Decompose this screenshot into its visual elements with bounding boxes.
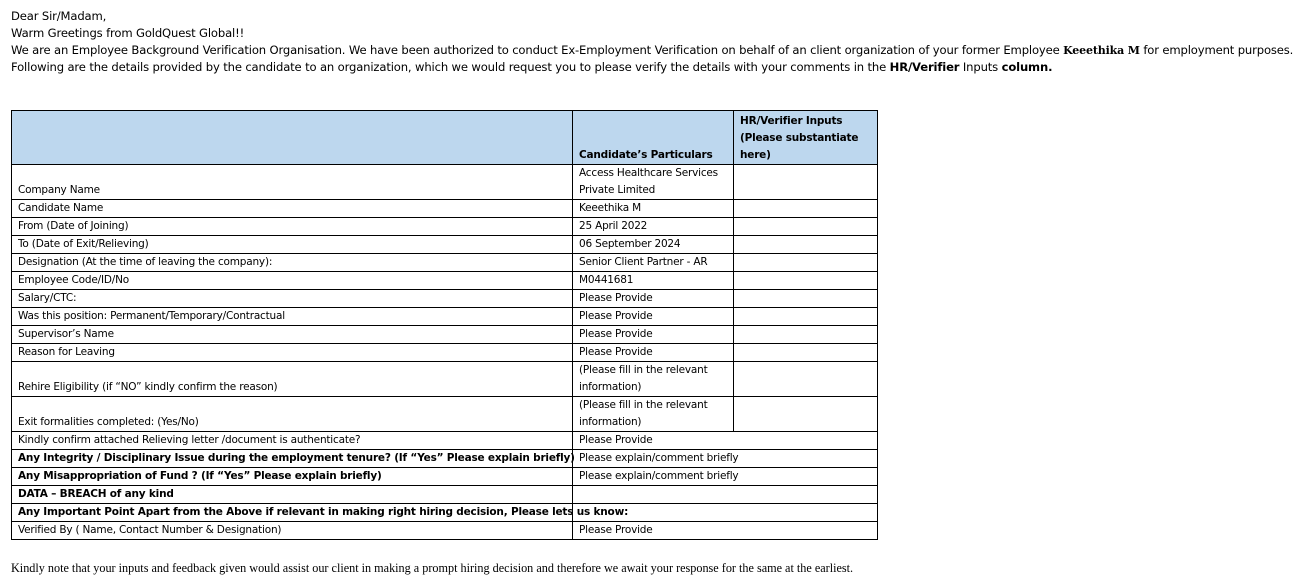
intro-paragraph [11, 42, 1293, 59]
row-label: Company Name [12, 165, 573, 200]
row-candidate-value: Keeethika M [573, 200, 734, 218]
row-candidate-value: Please Provide [573, 344, 734, 362]
row-hr-verifier-input[interactable] [734, 200, 878, 218]
row-candidate-value: Please explain/comment briefly [573, 450, 878, 468]
intro-text-pre: We are an Employee Background Verification Organisation. We have been authorized to conduct Ex-Employment Verification on behalf of an client organization of your former Employee [11, 43, 1064, 57]
row-label: Rehire Eligibility (if “NO” kindly confirm the reason) [12, 362, 573, 397]
row-label: Any Misappropriation of Fund ? (If “Yes” Please explain briefly) [12, 468, 573, 486]
header-candidate-particulars: Candidate’s Particulars [573, 111, 734, 165]
employee-name: Keeethika M [1063, 44, 1140, 57]
row-candidate-value: Please explain/comment briefly [573, 468, 878, 486]
table-row [12, 450, 878, 468]
intro-text-post: for employment purposes. [1139, 43, 1293, 57]
table-row [12, 486, 878, 504]
header-label-cell [12, 111, 573, 165]
table-row [12, 272, 878, 290]
row-label: Was this position: Permanent/Temporary/Contractual [12, 308, 573, 326]
table-row [12, 254, 878, 272]
row-hr-verifier-input[interactable] [734, 254, 878, 272]
row-label: Reason for Leaving [12, 344, 573, 362]
row-label: Verified By ( Name, Contact Number & Designation) [12, 522, 573, 540]
row-candidate-value: 06 September 2024 [573, 236, 734, 254]
instruction-column: column. [1001, 60, 1053, 74]
row-hr-verifier-input[interactable] [734, 165, 878, 200]
table-row [12, 326, 878, 344]
table-row [12, 200, 878, 218]
row-label: To (Date of Exit/Relieving) [12, 236, 573, 254]
row-label: From (Date of Joining) [12, 218, 573, 236]
row-candidate-value [573, 486, 878, 504]
instruction-paragraph [11, 59, 1256, 76]
row-candidate-value: 25 April 2022 [573, 218, 734, 236]
row-candidate-value: Please Provide [573, 326, 734, 344]
row-hr-verifier-input[interactable] [734, 308, 878, 326]
table-row [12, 308, 878, 326]
row-hr-verifier-input[interactable] [734, 326, 878, 344]
row-candidate-value: Senior Client Partner - AR [573, 254, 734, 272]
row-candidate-value: Please Provide [573, 522, 878, 540]
row-candidate-value: Please Provide [573, 308, 734, 326]
row-candidate-value: Access Healthcare Services Private Limited [573, 165, 734, 200]
table-row [12, 218, 878, 236]
row-label: Any Integrity / Disciplinary Issue during the employment tenure? (If “Yes” Please explain briefly) [12, 450, 573, 468]
row-label: Designation (At the time of leaving the company): [12, 254, 573, 272]
table-row [12, 468, 878, 486]
row-candidate-value: (Please fill in the relevant information) [573, 362, 734, 397]
salutation: Dear Sir/Madam, [11, 9, 107, 23]
table-row [12, 432, 878, 450]
row-candidate-value: (Please fill in the relevant information) [573, 397, 734, 432]
row-hr-verifier-input[interactable] [734, 290, 878, 308]
instruction-hr-verifier: HR/Verifier [889, 60, 960, 74]
row-candidate-value: Please Provide [573, 290, 734, 308]
verification-table [11, 110, 878, 540]
row-candidate-value: M0441681 [573, 272, 734, 290]
row-label: Kindly confirm attached Relieving letter /document is authenticate? [12, 432, 573, 450]
table-row [12, 504, 878, 522]
row-hr-verifier-input[interactable] [734, 362, 878, 397]
table-header-row [12, 111, 878, 165]
footer-note: Kindly note that your inputs and feedback given would assist our client in making a prompt hiring decision and therefore we await your response for the same at the earliest. [11, 561, 854, 575]
row-label: Any Important Point Apart from the Above if relevant in making right hiring decision, Please lets us know: [12, 504, 573, 522]
table-row [12, 236, 878, 254]
table-row [12, 290, 878, 308]
row-candidate-value: Please Provide [573, 432, 878, 450]
row-label: Exit formalities completed: (Yes/No) [12, 397, 573, 432]
row-label: Salary/CTC: [12, 290, 573, 308]
header-hr-verifier-inputs: HR/Verifier Inputs (Please substantiate here) [734, 111, 878, 165]
row-hr-verifier-input[interactable] [734, 397, 878, 432]
row-hr-verifier-input[interactable] [734, 218, 878, 236]
row-hr-verifier-input[interactable] [734, 344, 878, 362]
instruction-text-mid: Inputs [959, 60, 1002, 74]
table-row [12, 165, 878, 200]
row-hr-verifier-input[interactable] [734, 272, 878, 290]
row-label: Employee Code/ID/No [12, 272, 573, 290]
table-row [12, 344, 878, 362]
table-row [12, 397, 878, 432]
row-hr-verifier-input[interactable] [734, 236, 878, 254]
instruction-text-pre: Following are the details provided by the candidate to an organization, which we would request you to please verify the details with your comments in the [11, 60, 890, 74]
table-row [12, 522, 878, 540]
row-label: Supervisor’s Name [12, 326, 573, 344]
greeting: Warm Greetings from GoldQuest Global!! [11, 26, 245, 40]
table-row [12, 362, 878, 397]
row-label: DATA – BREACH of any kind [12, 486, 573, 504]
letter-intro [11, 8, 1293, 76]
row-label: Candidate Name [12, 200, 573, 218]
